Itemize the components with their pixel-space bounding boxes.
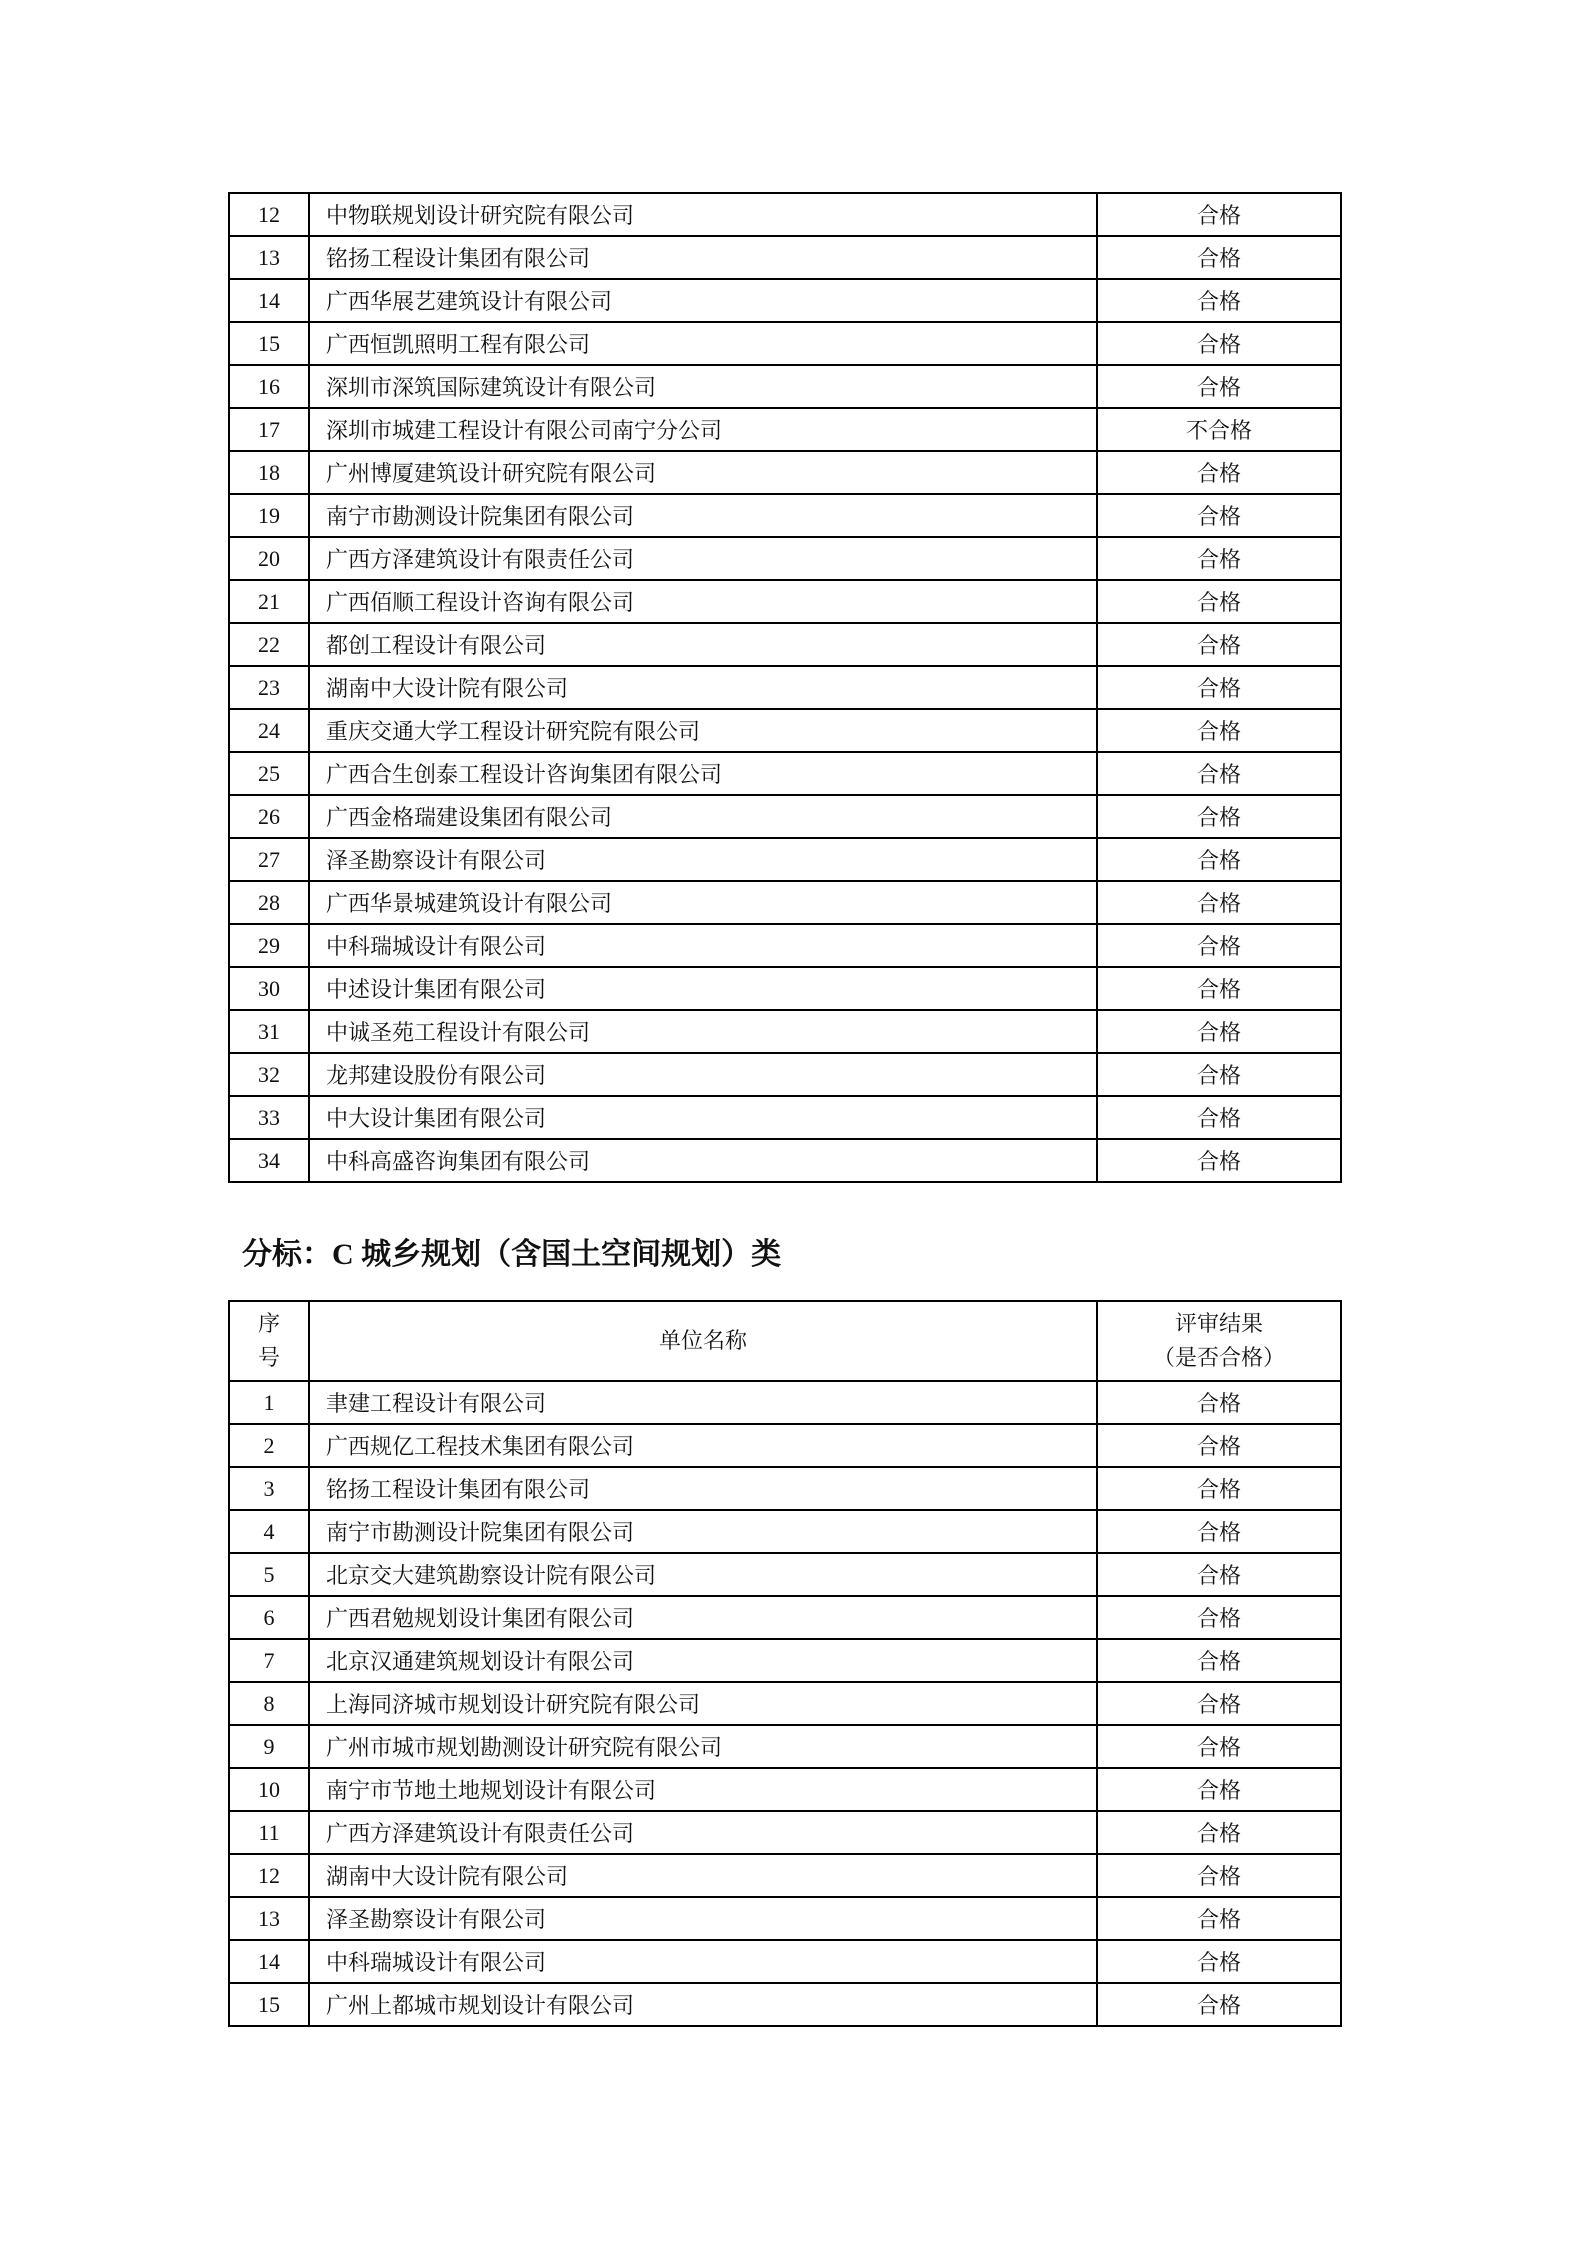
company-name-cell: 广西华景城建筑设计有限公司 [309,881,1097,924]
table-row [229,451,1341,494]
header-serial-line2: 号 [257,1345,280,1370]
table-row [229,623,1341,666]
row-number-cell: 13 [229,236,309,279]
review-result-cell: 合格 [1097,623,1341,666]
company-name-cell: 龙邦建设股份有限公司 [309,1053,1097,1096]
row-number-cell: 12 [229,1854,309,1897]
review-result-cell: 合格 [1097,881,1341,924]
table-row [229,1897,1341,1940]
review-result-cell: 合格 [1097,795,1341,838]
table-row [229,1096,1341,1139]
table-row [229,1553,1341,1596]
table1-body [229,193,1341,1182]
row-number-cell: 6 [229,1596,309,1639]
row-number-cell: 22 [229,623,309,666]
row-number-cell: 4 [229,1510,309,1553]
company-name-cell: 广西佰顺工程设计咨询有限公司 [309,580,1097,623]
table-row [229,580,1341,623]
company-name-cell: 聿建工程设计有限公司 [309,1381,1097,1424]
table-header-row [229,1301,1341,1381]
table-row [229,537,1341,580]
table-row [229,1424,1341,1467]
header-review-result [1097,1301,1341,1381]
review-result-cell: 合格 [1097,1768,1341,1811]
company-name-cell: 湖南中大设计院有限公司 [309,666,1097,709]
review-result-cell: 合格 [1097,666,1341,709]
row-number-cell: 14 [229,1940,309,1983]
review-result-cell: 合格 [1097,451,1341,494]
review-result-cell: 合格 [1097,1639,1341,1682]
review-result-cell: 合格 [1097,580,1341,623]
qualification-table-c [228,1300,1342,2027]
company-name-cell: 广西君勉规划设计集团有限公司 [309,1596,1097,1639]
table-row [229,924,1341,967]
row-number-cell: 25 [229,752,309,795]
table2-body [229,1381,1341,2026]
company-name-cell: 铭扬工程设计集团有限公司 [309,1467,1097,1510]
review-result-cell: 合格 [1097,537,1341,580]
company-name-cell: 南宁市勘测设计院集团有限公司 [309,1510,1097,1553]
table-row [229,1725,1341,1768]
review-result-cell: 合格 [1097,365,1341,408]
company-name-cell: 深圳市深筑国际建筑设计有限公司 [309,365,1097,408]
row-number-cell: 29 [229,924,309,967]
review-result-cell: 合格 [1097,1424,1341,1467]
table-row [229,1596,1341,1639]
row-number-cell: 33 [229,1096,309,1139]
row-number-cell: 10 [229,1768,309,1811]
table-row [229,1053,1341,1096]
table-row [229,1381,1341,1424]
header-company-name: 单位名称 [309,1301,1097,1381]
header-serial-number [229,1301,309,1381]
review-result-cell: 合格 [1097,924,1341,967]
table-row [229,1682,1341,1725]
review-result-cell: 合格 [1097,1811,1341,1854]
company-name-cell: 广西规亿工程技术集团有限公司 [309,1424,1097,1467]
review-result-cell: 合格 [1097,1010,1341,1053]
company-name-cell: 泽圣勘察设计有限公司 [309,1897,1097,1940]
table-row [229,279,1341,322]
section-heading: 分标：C 城乡规划（含国土空间规划）类 [242,1238,782,1271]
header-result-line1: 评审结果 [1174,1311,1263,1336]
company-name-cell: 中大设计集团有限公司 [309,1096,1097,1139]
review-result-cell: 合格 [1097,1940,1341,1983]
row-number-cell: 21 [229,580,309,623]
review-result-cell: 合格 [1097,1854,1341,1897]
review-result-cell: 合格 [1097,236,1341,279]
row-number-cell: 11 [229,1811,309,1854]
review-result-cell: 合格 [1097,967,1341,1010]
company-name-cell: 广西恒凯照明工程有限公司 [309,322,1097,365]
row-number-cell: 12 [229,193,309,236]
review-result-cell: 合格 [1097,1467,1341,1510]
company-name-cell: 中诚圣苑工程设计有限公司 [309,1010,1097,1053]
table-row [229,1983,1341,2026]
table-row [229,838,1341,881]
row-number-cell: 5 [229,1553,309,1596]
company-name-cell: 北京汉通建筑规划设计有限公司 [309,1639,1097,1682]
table-row [229,408,1341,451]
review-result-cell: 合格 [1097,1725,1341,1768]
table-row [229,666,1341,709]
table-row [229,1940,1341,1983]
company-name-cell: 上海同济城市规划设计研究院有限公司 [309,1682,1097,1725]
row-number-cell: 14 [229,279,309,322]
qualification-table-b-continued [228,192,1342,1183]
company-name-cell: 中科瑞城设计有限公司 [309,924,1097,967]
review-result-cell: 合格 [1097,1983,1341,2026]
company-name-cell: 中科瑞城设计有限公司 [309,1940,1097,1983]
row-number-cell: 18 [229,451,309,494]
review-result-cell: 合格 [1097,1053,1341,1096]
review-result-cell: 合格 [1097,752,1341,795]
row-number-cell: 27 [229,838,309,881]
header-result-line2: （是否合格） [1152,1345,1285,1370]
row-number-cell: 16 [229,365,309,408]
row-number-cell: 15 [229,1983,309,2026]
table-row [229,1467,1341,1510]
company-name-cell: 中述设计集团有限公司 [309,967,1097,1010]
row-number-cell: 30 [229,967,309,1010]
company-name-cell: 泽圣勘察设计有限公司 [309,838,1097,881]
table-row [229,1639,1341,1682]
header-serial-line1: 序 [257,1311,280,1336]
table-row [229,1139,1341,1182]
table-row [229,365,1341,408]
row-number-cell: 9 [229,1725,309,1768]
company-name-cell: 深圳市城建工程设计有限公司南宁分公司 [309,408,1097,451]
company-name-cell: 南宁市节地土地规划设计有限公司 [309,1768,1097,1811]
row-number-cell: 24 [229,709,309,752]
row-number-cell: 13 [229,1897,309,1940]
table-row [229,322,1341,365]
row-number-cell: 19 [229,494,309,537]
row-number-cell: 31 [229,1010,309,1053]
table-row [229,193,1341,236]
company-name-cell: 都创工程设计有限公司 [309,623,1097,666]
company-name-cell: 广西合生创泰工程设计咨询集团有限公司 [309,752,1097,795]
row-number-cell: 1 [229,1381,309,1424]
review-result-cell: 合格 [1097,1096,1341,1139]
review-result-cell: 合格 [1097,494,1341,537]
table-row [229,1811,1341,1854]
row-number-cell: 34 [229,1139,309,1182]
review-result-cell: 合格 [1097,322,1341,365]
table-row [229,752,1341,795]
company-name-cell: 北京交大建筑勘察设计院有限公司 [309,1553,1097,1596]
table-row [229,795,1341,838]
table-row [229,967,1341,1010]
company-name-cell: 中物联规划设计研究院有限公司 [309,193,1097,236]
table-row [229,1510,1341,1553]
review-result-cell: 合格 [1097,1139,1341,1182]
company-name-cell: 广州市城市规划勘测设计研究院有限公司 [309,1725,1097,1768]
company-name-cell: 广西华展艺建筑设计有限公司 [309,279,1097,322]
company-name-cell: 广西方泽建筑设计有限责任公司 [309,537,1097,580]
row-number-cell: 15 [229,322,309,365]
table-row [229,494,1341,537]
review-result-cell: 合格 [1097,1596,1341,1639]
row-number-cell: 23 [229,666,309,709]
review-result-cell: 合格 [1097,1381,1341,1424]
row-number-cell: 3 [229,1467,309,1510]
company-name-cell: 广西金格瑞建设集团有限公司 [309,795,1097,838]
row-number-cell: 20 [229,537,309,580]
review-result-cell: 合格 [1097,709,1341,752]
row-number-cell: 32 [229,1053,309,1096]
company-name-cell: 铭扬工程设计集团有限公司 [309,236,1097,279]
table-row [229,1010,1341,1053]
company-name-cell: 湖南中大设计院有限公司 [309,1854,1097,1897]
row-number-cell: 2 [229,1424,309,1467]
row-number-cell: 28 [229,881,309,924]
review-result-cell: 合格 [1097,1510,1341,1553]
row-number-cell: 26 [229,795,309,838]
table-row [229,881,1341,924]
review-result-cell: 合格 [1097,279,1341,322]
company-name-cell: 中科高盛咨询集团有限公司 [309,1139,1097,1182]
table-row [229,1768,1341,1811]
review-result-cell: 不合格 [1097,408,1341,451]
row-number-cell: 7 [229,1639,309,1682]
company-name-cell: 南宁市勘测设计院集团有限公司 [309,494,1097,537]
table-row [229,709,1341,752]
company-name-cell: 广西方泽建筑设计有限责任公司 [309,1811,1097,1854]
review-result-cell: 合格 [1097,838,1341,881]
review-result-cell: 合格 [1097,193,1341,236]
company-name-cell: 广州博厦建筑设计研究院有限公司 [309,451,1097,494]
review-result-cell: 合格 [1097,1553,1341,1596]
row-number-cell: 17 [229,408,309,451]
company-name-cell: 重庆交通大学工程设计研究院有限公司 [309,709,1097,752]
row-number-cell: 8 [229,1682,309,1725]
table-row [229,1854,1341,1897]
company-name-cell: 广州上都城市规划设计有限公司 [309,1983,1097,2026]
table-row [229,236,1341,279]
review-result-cell: 合格 [1097,1897,1341,1940]
review-result-cell: 合格 [1097,1682,1341,1725]
